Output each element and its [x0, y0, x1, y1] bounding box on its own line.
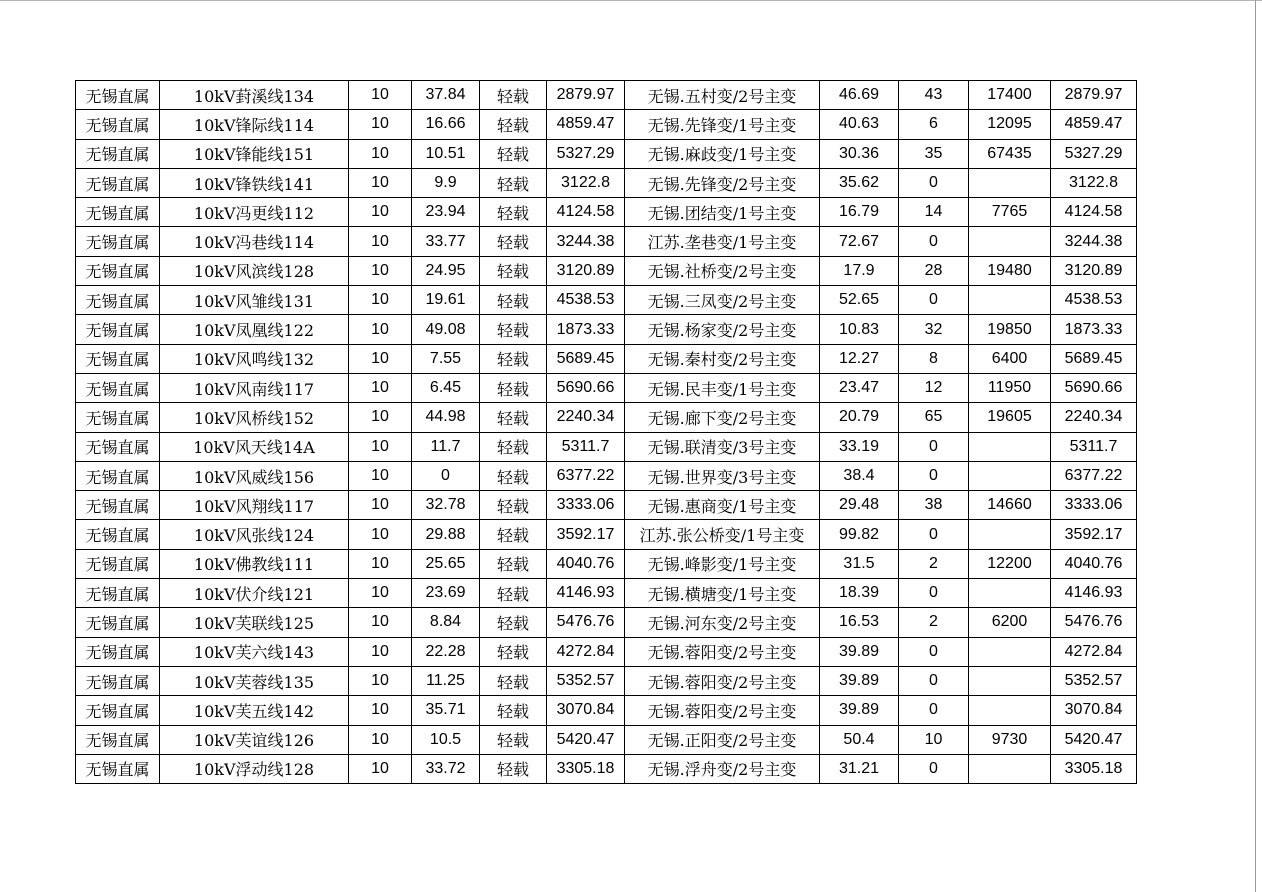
transformer-rate-cell: 99.82 — [820, 520, 899, 549]
unit-cell: 无锡直属 — [76, 168, 160, 197]
substation-cell: 无锡.民丰变/1号主变 — [625, 373, 820, 402]
capacity-cell: 3120.89 — [547, 256, 625, 285]
capacity-total-cell: 4124.58 — [1051, 198, 1137, 227]
line-name-cell: 10kV芙谊线126 — [160, 725, 349, 754]
table-row — [76, 110, 1137, 139]
load-status-cell: 轻载 — [480, 461, 547, 490]
capacity-cell: 4859.47 — [547, 110, 625, 139]
voltage-cell: 10 — [349, 227, 412, 256]
count-cell: 43 — [899, 81, 969, 110]
load-rate-cell: 11.25 — [412, 666, 480, 695]
load-status-cell: 轻载 — [480, 666, 547, 695]
voltage-cell: 10 — [349, 139, 412, 168]
capacity-cell: 4538.53 — [547, 286, 625, 315]
load-rate-cell: 33.72 — [412, 754, 480, 783]
page-top-edge — [0, 0, 1262, 1]
table-row — [76, 637, 1137, 666]
substation-cell: 无锡.廊下变/2号主变 — [625, 403, 820, 432]
table-row — [76, 461, 1137, 490]
capacity-total-cell: 4538.53 — [1051, 286, 1137, 315]
substation-cell: 无锡.先锋变/1号主变 — [625, 110, 820, 139]
substation-cell: 无锡.麻歧变/1号主变 — [625, 139, 820, 168]
capacity-cell: 5476.76 — [547, 608, 625, 637]
substation-cell: 无锡.秦村变/2号主变 — [625, 344, 820, 373]
count-cell: 0 — [899, 520, 969, 549]
line-name-cell: 10kV葑溪线134 — [160, 81, 349, 110]
load-rate-cell: 10.5 — [412, 725, 480, 754]
load-rate-cell: 10.51 — [412, 139, 480, 168]
line-name-cell: 10kV伏介线121 — [160, 579, 349, 608]
amount-cell: 12200 — [969, 549, 1051, 578]
amount-cell: 6400 — [969, 344, 1051, 373]
load-status-cell: 轻载 — [480, 637, 547, 666]
feeder-load-table — [75, 80, 1137, 784]
transformer-rate-cell: 40.63 — [820, 110, 899, 139]
table-row — [76, 696, 1137, 725]
load-status-cell: 轻载 — [480, 286, 547, 315]
capacity-cell: 3333.06 — [547, 491, 625, 520]
unit-cell: 无锡直属 — [76, 520, 160, 549]
amount-cell — [969, 579, 1051, 608]
amount-cell: 7765 — [969, 198, 1051, 227]
load-rate-cell: 8.84 — [412, 608, 480, 637]
amount-cell: 19850 — [969, 315, 1051, 344]
transformer-rate-cell: 17.9 — [820, 256, 899, 285]
table-row — [76, 168, 1137, 197]
load-status-cell: 轻载 — [480, 315, 547, 344]
unit-cell: 无锡直属 — [76, 461, 160, 490]
voltage-cell: 10 — [349, 520, 412, 549]
unit-cell: 无锡直属 — [76, 81, 160, 110]
voltage-cell: 10 — [349, 110, 412, 139]
substation-cell: 无锡.杨家变/2号主变 — [625, 315, 820, 344]
substation-cell: 无锡.蓉阳变/2号主变 — [625, 637, 820, 666]
unit-cell: 无锡直属 — [76, 696, 160, 725]
count-cell: 0 — [899, 579, 969, 608]
unit-cell: 无锡直属 — [76, 549, 160, 578]
amount-cell — [969, 754, 1051, 783]
count-cell: 0 — [899, 461, 969, 490]
transformer-rate-cell: 33.19 — [820, 432, 899, 461]
count-cell: 35 — [899, 139, 969, 168]
capacity-cell: 4146.93 — [547, 579, 625, 608]
transformer-rate-cell: 31.5 — [820, 549, 899, 578]
transformer-rate-cell: 16.79 — [820, 198, 899, 227]
line-name-cell: 10kV风鸣线132 — [160, 344, 349, 373]
unit-cell: 无锡直属 — [76, 286, 160, 315]
capacity-total-cell: 4859.47 — [1051, 110, 1137, 139]
load-rate-cell: 22.28 — [412, 637, 480, 666]
voltage-cell: 10 — [349, 754, 412, 783]
substation-cell: 无锡.河东变/2号主变 — [625, 608, 820, 637]
unit-cell: 无锡直属 — [76, 579, 160, 608]
transformer-rate-cell: 35.62 — [820, 168, 899, 197]
substation-cell: 无锡.峰影变/1号主变 — [625, 549, 820, 578]
table-row — [76, 432, 1137, 461]
line-name-cell: 10kV风南线117 — [160, 373, 349, 402]
capacity-cell: 3070.84 — [547, 696, 625, 725]
table-row — [76, 198, 1137, 227]
load-status-cell: 轻载 — [480, 139, 547, 168]
line-name-cell: 10kV芙五线142 — [160, 696, 349, 725]
capacity-total-cell: 3070.84 — [1051, 696, 1137, 725]
transformer-rate-cell: 46.69 — [820, 81, 899, 110]
amount-cell: 11950 — [969, 373, 1051, 402]
capacity-total-cell: 5327.29 — [1051, 139, 1137, 168]
capacity-total-cell: 6377.22 — [1051, 461, 1137, 490]
substation-cell: 无锡.横塘变/1号主变 — [625, 579, 820, 608]
table-row — [76, 256, 1137, 285]
count-cell: 6 — [899, 110, 969, 139]
load-rate-cell: 7.55 — [412, 344, 480, 373]
transformer-rate-cell: 72.67 — [820, 227, 899, 256]
load-rate-cell: 32.78 — [412, 491, 480, 520]
capacity-cell: 5327.29 — [547, 139, 625, 168]
transformer-rate-cell: 20.79 — [820, 403, 899, 432]
substation-cell: 无锡.社桥变/2号主变 — [625, 256, 820, 285]
voltage-cell: 10 — [349, 198, 412, 227]
load-rate-cell: 37.84 — [412, 81, 480, 110]
amount-cell: 67435 — [969, 139, 1051, 168]
count-cell: 12 — [899, 373, 969, 402]
load-rate-cell: 23.69 — [412, 579, 480, 608]
line-name-cell: 10kV凤凰线122 — [160, 315, 349, 344]
load-status-cell: 轻载 — [480, 256, 547, 285]
amount-cell — [969, 696, 1051, 725]
capacity-cell: 4040.76 — [547, 549, 625, 578]
count-cell: 0 — [899, 637, 969, 666]
amount-cell: 12095 — [969, 110, 1051, 139]
amount-cell: 19605 — [969, 403, 1051, 432]
count-cell: 2 — [899, 549, 969, 578]
amount-cell: 6200 — [969, 608, 1051, 637]
voltage-cell: 10 — [349, 725, 412, 754]
count-cell: 0 — [899, 227, 969, 256]
table-row — [76, 139, 1137, 168]
load-status-cell: 轻载 — [480, 168, 547, 197]
capacity-cell: 3305.18 — [547, 754, 625, 783]
count-cell: 2 — [899, 608, 969, 637]
capacity-total-cell: 3122.8 — [1051, 168, 1137, 197]
voltage-cell: 10 — [349, 344, 412, 373]
load-status-cell: 轻载 — [480, 198, 547, 227]
table-row — [76, 666, 1137, 695]
load-rate-cell: 49.08 — [412, 315, 480, 344]
load-rate-cell: 11.7 — [412, 432, 480, 461]
load-rate-cell: 33.77 — [412, 227, 480, 256]
line-name-cell: 10kV风桥线152 — [160, 403, 349, 432]
capacity-total-cell: 5352.57 — [1051, 666, 1137, 695]
substation-cell: 无锡.惠商变/1号主变 — [625, 491, 820, 520]
load-rate-cell: 23.94 — [412, 198, 480, 227]
capacity-total-cell: 2240.34 — [1051, 403, 1137, 432]
count-cell: 0 — [899, 666, 969, 695]
amount-cell — [969, 227, 1051, 256]
line-name-cell: 10kV风雏线131 — [160, 286, 349, 315]
capacity-cell: 1873.33 — [547, 315, 625, 344]
unit-cell: 无锡直属 — [76, 725, 160, 754]
line-name-cell: 10kV芙六线143 — [160, 637, 349, 666]
capacity-total-cell: 3333.06 — [1051, 491, 1137, 520]
transformer-rate-cell: 52.65 — [820, 286, 899, 315]
substation-cell: 无锡.正阳变/2号主变 — [625, 725, 820, 754]
substation-cell: 无锡.先锋变/2号主变 — [625, 168, 820, 197]
amount-cell: 17400 — [969, 81, 1051, 110]
load-status-cell: 轻载 — [480, 491, 547, 520]
unit-cell: 无锡直属 — [76, 491, 160, 520]
voltage-cell: 10 — [349, 696, 412, 725]
transformer-rate-cell: 30.36 — [820, 139, 899, 168]
table-row — [76, 549, 1137, 578]
transformer-rate-cell: 31.21 — [820, 754, 899, 783]
transformer-rate-cell: 16.53 — [820, 608, 899, 637]
transformer-rate-cell: 18.39 — [820, 579, 899, 608]
substation-cell: 无锡.世界变/3号主变 — [625, 461, 820, 490]
capacity-cell: 5689.45 — [547, 344, 625, 373]
amount-cell: 19480 — [969, 256, 1051, 285]
unit-cell: 无锡直属 — [76, 227, 160, 256]
substation-cell: 江苏.张公桥变/1号主变 — [625, 520, 820, 549]
capacity-total-cell: 5690.66 — [1051, 373, 1137, 402]
table-row — [76, 81, 1137, 110]
transformer-rate-cell: 39.89 — [820, 666, 899, 695]
load-rate-cell: 44.98 — [412, 403, 480, 432]
transformer-rate-cell: 38.4 — [820, 461, 899, 490]
amount-cell: 9730 — [969, 725, 1051, 754]
unit-cell: 无锡直属 — [76, 666, 160, 695]
voltage-cell: 10 — [349, 666, 412, 695]
substation-cell: 无锡.浮舟变/2号主变 — [625, 754, 820, 783]
substation-cell: 无锡.蓉阳变/2号主变 — [625, 666, 820, 695]
unit-cell: 无锡直属 — [76, 256, 160, 285]
transformer-rate-cell: 50.4 — [820, 725, 899, 754]
line-name-cell: 10kV佛教线111 — [160, 549, 349, 578]
capacity-total-cell: 4040.76 — [1051, 549, 1137, 578]
voltage-cell: 10 — [349, 286, 412, 315]
count-cell: 0 — [899, 286, 969, 315]
capacity-cell: 5690.66 — [547, 373, 625, 402]
line-name-cell: 10kV锋际线114 — [160, 110, 349, 139]
load-status-cell: 轻载 — [480, 110, 547, 139]
count-cell: 32 — [899, 315, 969, 344]
capacity-cell: 6377.22 — [547, 461, 625, 490]
line-name-cell: 10kV冯更线112 — [160, 198, 349, 227]
capacity-total-cell: 5689.45 — [1051, 344, 1137, 373]
load-status-cell: 轻载 — [480, 579, 547, 608]
table-row — [76, 344, 1137, 373]
capacity-cell: 4272.84 — [547, 637, 625, 666]
load-status-cell: 轻载 — [480, 696, 547, 725]
load-status-cell: 轻载 — [480, 227, 547, 256]
load-status-cell: 轻载 — [480, 373, 547, 402]
count-cell: 65 — [899, 403, 969, 432]
line-name-cell: 10kV风滨线128 — [160, 256, 349, 285]
count-cell: 38 — [899, 491, 969, 520]
voltage-cell: 10 — [349, 637, 412, 666]
load-rate-cell: 29.88 — [412, 520, 480, 549]
capacity-total-cell: 3120.89 — [1051, 256, 1137, 285]
count-cell: 0 — [899, 168, 969, 197]
unit-cell: 无锡直属 — [76, 403, 160, 432]
line-name-cell: 10kV锋铁线141 — [160, 168, 349, 197]
line-name-cell: 10kV浮动线128 — [160, 754, 349, 783]
substation-cell: 无锡.五村变/2号主变 — [625, 81, 820, 110]
load-rate-cell: 24.95 — [412, 256, 480, 285]
load-status-cell: 轻载 — [480, 520, 547, 549]
capacity-total-cell: 4272.84 — [1051, 637, 1137, 666]
unit-cell: 无锡直属 — [76, 139, 160, 168]
voltage-cell: 10 — [349, 608, 412, 637]
capacity-total-cell: 3244.38 — [1051, 227, 1137, 256]
substation-cell: 无锡.蓉阳变/2号主变 — [625, 696, 820, 725]
capacity-total-cell: 3592.17 — [1051, 520, 1137, 549]
amount-cell — [969, 461, 1051, 490]
transformer-rate-cell: 29.48 — [820, 491, 899, 520]
voltage-cell: 10 — [349, 432, 412, 461]
voltage-cell: 10 — [349, 315, 412, 344]
amount-cell — [969, 168, 1051, 197]
transformer-rate-cell: 12.27 — [820, 344, 899, 373]
line-name-cell: 10kV锋能线151 — [160, 139, 349, 168]
capacity-total-cell: 4146.93 — [1051, 579, 1137, 608]
table-row — [76, 227, 1137, 256]
transformer-rate-cell: 39.89 — [820, 696, 899, 725]
amount-cell: 14660 — [969, 491, 1051, 520]
voltage-cell: 10 — [349, 373, 412, 402]
capacity-cell: 5352.57 — [547, 666, 625, 695]
load-rate-cell: 6.45 — [412, 373, 480, 402]
capacity-cell: 2240.34 — [547, 403, 625, 432]
amount-cell — [969, 666, 1051, 695]
transformer-rate-cell: 23.47 — [820, 373, 899, 402]
count-cell: 8 — [899, 344, 969, 373]
table-body — [76, 81, 1137, 784]
line-name-cell: 10kV冯巷线114 — [160, 227, 349, 256]
voltage-cell: 10 — [349, 168, 412, 197]
substation-cell: 江苏.垄巷变/1号主变 — [625, 227, 820, 256]
load-status-cell: 轻载 — [480, 608, 547, 637]
table-row — [76, 754, 1137, 783]
amount-cell — [969, 432, 1051, 461]
table-row — [76, 286, 1137, 315]
capacity-cell: 5311.7 — [547, 432, 625, 461]
unit-cell: 无锡直属 — [76, 344, 160, 373]
load-rate-cell: 35.71 — [412, 696, 480, 725]
unit-cell: 无锡直属 — [76, 754, 160, 783]
unit-cell: 无锡直属 — [76, 608, 160, 637]
line-name-cell: 10kV风翔线117 — [160, 491, 349, 520]
load-status-cell: 轻载 — [480, 432, 547, 461]
load-rate-cell: 9.9 — [412, 168, 480, 197]
unit-cell: 无锡直属 — [76, 198, 160, 227]
capacity-cell: 2879.97 — [547, 81, 625, 110]
unit-cell: 无锡直属 — [76, 315, 160, 344]
capacity-total-cell: 2879.97 — [1051, 81, 1137, 110]
load-status-cell: 轻载 — [480, 754, 547, 783]
load-status-cell: 轻载 — [480, 549, 547, 578]
substation-cell: 无锡.团结变/1号主变 — [625, 198, 820, 227]
count-cell: 0 — [899, 432, 969, 461]
voltage-cell: 10 — [349, 403, 412, 432]
line-name-cell: 10kV芙联线125 — [160, 608, 349, 637]
unit-cell: 无锡直属 — [76, 637, 160, 666]
count-cell: 0 — [899, 754, 969, 783]
capacity-total-cell: 3305.18 — [1051, 754, 1137, 783]
unit-cell: 无锡直属 — [76, 110, 160, 139]
line-name-cell: 10kV风天线14A — [160, 432, 349, 461]
load-status-cell: 轻载 — [480, 81, 547, 110]
page-right-edge — [1255, 0, 1256, 892]
capacity-total-cell: 5476.76 — [1051, 608, 1137, 637]
capacity-cell: 3592.17 — [547, 520, 625, 549]
capacity-cell: 3122.8 — [547, 168, 625, 197]
capacity-cell: 3244.38 — [547, 227, 625, 256]
load-rate-cell: 16.66 — [412, 110, 480, 139]
unit-cell: 无锡直属 — [76, 432, 160, 461]
load-status-cell: 轻载 — [480, 403, 547, 432]
voltage-cell: 10 — [349, 491, 412, 520]
count-cell: 0 — [899, 696, 969, 725]
transformer-rate-cell: 10.83 — [820, 315, 899, 344]
count-cell: 10 — [899, 725, 969, 754]
load-rate-cell: 0 — [412, 461, 480, 490]
line-name-cell: 10kV风张线124 — [160, 520, 349, 549]
capacity-total-cell: 5420.47 — [1051, 725, 1137, 754]
capacity-total-cell: 5311.7 — [1051, 432, 1137, 461]
unit-cell: 无锡直属 — [76, 373, 160, 402]
load-status-cell: 轻载 — [480, 344, 547, 373]
transformer-rate-cell: 39.89 — [820, 637, 899, 666]
load-rate-cell: 19.61 — [412, 286, 480, 315]
voltage-cell: 10 — [349, 461, 412, 490]
voltage-cell: 10 — [349, 549, 412, 578]
amount-cell — [969, 520, 1051, 549]
table-row — [76, 373, 1137, 402]
count-cell: 28 — [899, 256, 969, 285]
voltage-cell: 10 — [349, 579, 412, 608]
substation-cell: 无锡.联清变/3号主变 — [625, 432, 820, 461]
table-row — [76, 491, 1137, 520]
line-name-cell: 10kV风威线156 — [160, 461, 349, 490]
line-name-cell: 10kV芙蓉线135 — [160, 666, 349, 695]
count-cell: 14 — [899, 198, 969, 227]
capacity-cell: 4124.58 — [547, 198, 625, 227]
substation-cell: 无锡.三凤变/2号主变 — [625, 286, 820, 315]
amount-cell — [969, 286, 1051, 315]
table-row — [76, 725, 1137, 754]
table-row — [76, 579, 1137, 608]
capacity-total-cell: 1873.33 — [1051, 315, 1137, 344]
table-row — [76, 608, 1137, 637]
capacity-cell: 5420.47 — [547, 725, 625, 754]
voltage-cell: 10 — [349, 256, 412, 285]
amount-cell — [969, 637, 1051, 666]
table-row — [76, 520, 1137, 549]
table-row — [76, 403, 1137, 432]
table-row — [76, 315, 1137, 344]
load-rate-cell: 25.65 — [412, 549, 480, 578]
load-status-cell: 轻载 — [480, 725, 547, 754]
voltage-cell: 10 — [349, 81, 412, 110]
